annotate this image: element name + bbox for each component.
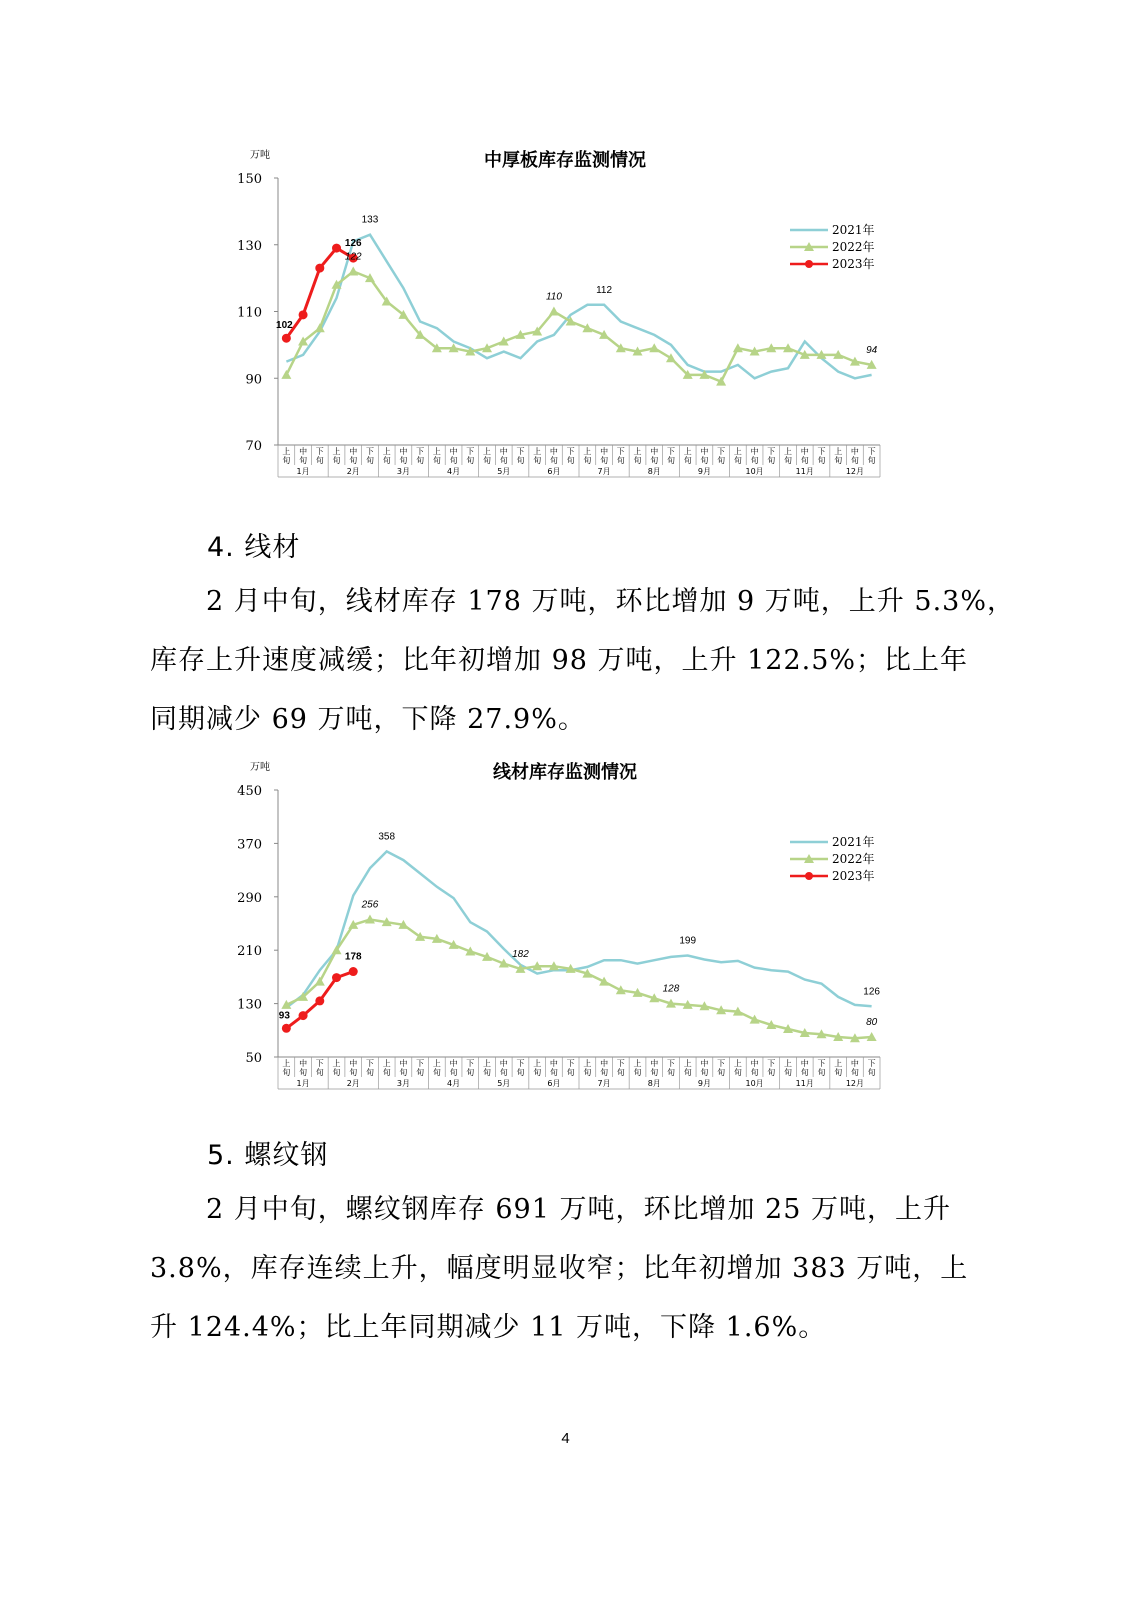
x-sub-label-bottom: 旬 [683,1068,692,1077]
paragraph-line: 同期减少 69 万吨，下降 27.9%。 [150,704,586,735]
legend-label: 2021年 [832,835,875,849]
series-point-triangle [549,307,559,316]
section-paragraph-rebar [150,1180,990,1357]
x-sub-label-top: 上 [834,447,843,456]
paragraph-line: 库存上升速度减缓；比年初增加 98 万吨，上升 122.5%；比上年 [150,645,969,676]
x-sub-label-top: 下 [616,447,625,456]
data-label: 133 [361,214,379,226]
x-month-label: 4月 [447,1079,461,1088]
x-sub-label-bottom: 旬 [666,456,675,465]
x-sub-label-top: 下 [416,1059,425,1068]
x-sub-label-top: 中 [399,447,408,456]
x-sub-label-bottom: 旬 [416,456,425,465]
x-month-label: 8月 [647,467,661,476]
x-month-label: 2月 [346,467,360,476]
x-sub-label-top: 中 [499,447,508,456]
x-sub-label-top: 上 [583,447,592,456]
x-month-label: 11月 [795,1079,814,1088]
data-label: 102 [276,320,293,332]
x-sub-label-top: 中 [700,1059,709,1068]
x-sub-label-bottom: 旬 [399,1068,408,1077]
series-point-circle [299,310,308,319]
x-sub-label-top: 上 [784,447,793,456]
x-sub-label-top: 中 [399,1059,408,1068]
x-sub-label-bottom: 旬 [784,456,793,465]
x-sub-label-top: 上 [633,447,642,456]
x-sub-label-top: 下 [365,1059,374,1068]
data-label: 93 [278,1010,290,1022]
x-sub-label-top: 下 [416,447,425,456]
x-sub-label-bottom: 旬 [299,1068,308,1077]
x-sub-label-bottom: 旬 [700,1068,709,1077]
x-sub-label-top: 上 [282,447,291,456]
x-sub-label-top: 下 [867,447,876,456]
x-sub-label-top: 下 [516,447,525,456]
section-heading-rebar: 5. 螺纹钢 [207,1140,329,1171]
x-sub-label-top: 下 [566,1059,575,1068]
x-sub-label-top: 上 [784,1059,793,1068]
x-sub-label-top: 中 [850,447,859,456]
series-point-circle [299,1011,308,1020]
data-label: 256 [361,899,379,911]
x-sub-label-bottom: 旬 [382,456,391,465]
x-sub-label-top: 中 [299,447,308,456]
x-sub-label-bottom: 旬 [566,456,575,465]
x-sub-label-bottom: 旬 [299,456,308,465]
x-sub-label-top: 中 [299,1059,308,1068]
x-sub-label-bottom: 旬 [516,456,525,465]
x-sub-label-top: 下 [566,447,575,456]
data-label: 128 [662,983,680,995]
x-sub-label-bottom: 旬 [466,456,475,465]
x-sub-label-top: 上 [733,447,742,456]
x-sub-label-top: 下 [315,447,324,456]
x-sub-label-bottom: 旬 [583,456,592,465]
x-sub-label-top: 下 [767,447,776,456]
y-tick-label: 210 [237,944,262,960]
legend-label: 2023年 [832,869,875,883]
x-sub-label-bottom: 旬 [750,456,759,465]
x-sub-label-bottom: 旬 [449,1068,458,1077]
x-month-label: 9月 [697,1079,711,1088]
y-tick-label: 90 [245,372,262,388]
x-month-label: 6月 [547,467,561,476]
x-sub-label-bottom: 旬 [633,1068,642,1077]
x-month-label: 11月 [795,467,814,476]
x-sub-label-bottom: 旬 [449,456,458,465]
series-point-circle [332,244,341,253]
page-number: 4 [561,1430,570,1447]
x-sub-label-top: 下 [767,1059,776,1068]
x-sub-label-bottom: 旬 [315,456,324,465]
series-point-circle [282,1024,291,1033]
x-sub-label-bottom: 旬 [483,456,492,465]
data-label: 110 [545,291,562,303]
series-point-triangle [315,977,325,986]
series-point-triangle [666,353,676,362]
x-sub-label-bottom: 旬 [399,456,408,465]
x-sub-label-bottom: 旬 [834,456,843,465]
x-sub-label-bottom: 旬 [733,456,742,465]
x-sub-label-top: 上 [483,447,492,456]
x-sub-label-bottom: 旬 [817,456,826,465]
y-tick-label: 150 [237,172,262,187]
x-sub-label-bottom: 旬 [683,456,692,465]
x-sub-label-top: 下 [717,1059,726,1068]
paragraph-line: 升 124.4%；比上年同期减少 11 万吨，下降 1.6%。 [150,1312,827,1343]
x-sub-label-bottom: 旬 [382,1068,391,1077]
series-point-circle [332,973,341,982]
x-sub-label-bottom: 旬 [733,1068,742,1077]
x-sub-label-bottom: 旬 [365,1068,374,1077]
x-sub-label-top: 中 [449,1059,458,1068]
x-sub-label-top: 中 [600,447,609,456]
x-sub-label-top: 上 [683,447,692,456]
x-sub-label-bottom: 旬 [784,1068,793,1077]
x-month-label: 5月 [497,1079,511,1088]
x-sub-label-top: 中 [650,1059,659,1068]
data-label: 126 [344,238,362,250]
x-sub-label-bottom: 旬 [717,456,726,465]
x-sub-label-bottom: 旬 [834,1068,843,1077]
x-sub-label-bottom: 旬 [767,1068,776,1077]
x-sub-label-top: 中 [800,1059,809,1068]
x-sub-label-top: 中 [449,447,458,456]
x-sub-label-bottom: 旬 [600,1068,609,1077]
x-sub-label-bottom: 旬 [850,1068,859,1077]
x-month-label: 7月 [597,467,611,476]
x-sub-label-top: 中 [750,447,759,456]
series-point-triangle [348,266,358,275]
x-sub-label-top: 上 [432,1059,441,1068]
x-sub-label-top: 中 [700,447,709,456]
y-tick-label: 110 [237,305,262,321]
data-label: 80 [866,1016,878,1028]
x-month-label: 7月 [597,1079,611,1088]
x-sub-label-bottom: 旬 [466,1068,475,1077]
x-sub-label-bottom: 旬 [349,456,358,465]
x-month-label: 2月 [346,1079,360,1088]
y-tick-label: 450 [237,784,262,799]
y-tick-label: 50 [245,1051,262,1066]
data-label: 199 [679,935,697,947]
legend-label: 2023年 [832,257,875,271]
x-sub-label-top: 上 [332,447,341,456]
x-sub-label-bottom: 旬 [432,1068,441,1077]
x-sub-label-bottom: 旬 [750,1068,759,1077]
x-sub-label-top: 上 [332,1059,341,1068]
x-month-label: 9月 [697,467,711,476]
series-point-triangle [281,370,291,379]
y-tick-label: 370 [237,837,262,853]
series-line-2 [286,271,871,381]
x-sub-label-bottom: 旬 [666,1068,675,1077]
x-sub-label-top: 下 [817,447,826,456]
x-sub-label-top: 下 [616,1059,625,1068]
series-point-circle [349,967,358,976]
data-label: 182 [512,948,529,960]
unit-label: 万吨 [250,150,270,161]
x-sub-label-top: 下 [817,1059,826,1068]
legend-marker [805,872,813,880]
x-sub-label-bottom: 旬 [817,1068,826,1077]
x-sub-label-top: 下 [466,447,475,456]
x-sub-label-bottom: 旬 [867,456,876,465]
section-paragraph-wire-rod [150,572,1015,749]
x-sub-label-top: 下 [365,447,374,456]
x-sub-label-bottom: 旬 [800,456,809,465]
x-sub-label-top: 上 [483,1059,492,1068]
x-sub-label-top: 中 [499,1059,508,1068]
chart-title: 线材库存监测情况 [493,762,637,783]
x-sub-label-bottom: 旬 [315,1068,324,1077]
x-sub-label-bottom: 旬 [867,1068,876,1077]
x-sub-label-top: 上 [533,447,542,456]
wire-rod-inventory-chart [230,752,900,1097]
paragraph-line: 2 月中旬，螺纹钢库存 691 万吨，环比增加 25 万吨，上升 [206,1194,951,1225]
x-sub-label-bottom: 旬 [349,1068,358,1077]
x-sub-label-top: 下 [867,1059,876,1068]
x-sub-label-bottom: 旬 [600,456,609,465]
x-sub-label-top: 中 [750,1059,759,1068]
x-sub-label-bottom: 旬 [499,1068,508,1077]
legend-label: 2022年 [832,852,875,866]
x-sub-label-top: 上 [834,1059,843,1068]
series-point-circle [315,264,324,273]
x-sub-label-top: 中 [650,447,659,456]
x-month-label: 6月 [547,1079,561,1088]
x-sub-label-top: 下 [516,1059,525,1068]
paragraph-line: 3.8%，库存连续上升，幅度明显收窄；比年初增加 383 万吨，上 [150,1253,969,1284]
x-month-label: 3月 [396,467,410,476]
paragraph-line: 2 月中旬，线材库存 178 万吨，环比增加 9 万吨，上升 5.3%， [206,586,1015,617]
x-sub-label-bottom: 旬 [633,456,642,465]
x-sub-label-bottom: 旬 [432,456,441,465]
x-sub-label-bottom: 旬 [616,1068,625,1077]
x-sub-label-top: 中 [600,1059,609,1068]
x-sub-label-bottom: 旬 [483,1068,492,1077]
y-tick-label: 130 [237,238,262,254]
series-point-circle [315,996,324,1005]
x-sub-label-bottom: 旬 [717,1068,726,1077]
x-month-label: 3月 [396,1079,410,1088]
x-sub-label-bottom: 旬 [650,1068,659,1077]
series-line-1 [286,235,871,379]
section-heading-wire-rod: 4. 线材 [207,532,301,563]
x-sub-label-top: 上 [733,1059,742,1068]
x-sub-label-bottom: 旬 [566,1068,575,1077]
x-sub-label-bottom: 旬 [800,1068,809,1077]
x-sub-label-bottom: 旬 [616,456,625,465]
x-sub-label-bottom: 旬 [332,1068,341,1077]
x-sub-label-bottom: 旬 [533,456,542,465]
data-label: 178 [344,951,362,963]
x-sub-label-top: 上 [382,447,391,456]
x-sub-label-top: 上 [583,1059,592,1068]
x-month-label: 4月 [447,467,461,476]
x-sub-label-top: 上 [533,1059,542,1068]
x-month-label: 12月 [845,1079,865,1088]
x-sub-label-bottom: 旬 [533,1068,542,1077]
data-label: 94 [866,344,878,356]
data-label: 122 [344,251,362,263]
x-sub-label-top: 上 [282,1059,291,1068]
x-sub-label-bottom: 旬 [282,456,291,465]
x-sub-label-top: 上 [633,1059,642,1068]
x-month-label: 12月 [845,467,865,476]
x-sub-label-top: 下 [466,1059,475,1068]
x-sub-label-top: 上 [382,1059,391,1068]
y-tick-label: 70 [245,439,262,454]
legend-label: 2022年 [832,240,875,254]
x-sub-label-bottom: 旬 [700,456,709,465]
x-sub-label-bottom: 旬 [416,1068,425,1077]
x-sub-label-bottom: 旬 [365,456,374,465]
x-sub-label-top: 中 [349,447,358,456]
x-sub-label-bottom: 旬 [850,456,859,465]
x-sub-label-bottom: 旬 [650,456,659,465]
series-point-circle [282,334,291,343]
x-sub-label-top: 中 [349,1059,358,1068]
x-sub-label-top: 下 [666,1059,675,1068]
series-line-1 [286,851,871,1007]
x-sub-label-bottom: 旬 [767,456,776,465]
wire-rod-inventory-chart-svg [230,752,900,1097]
x-month-label: 8月 [647,1079,661,1088]
x-sub-label-bottom: 旬 [549,456,558,465]
x-sub-label-bottom: 旬 [549,1068,558,1077]
data-label: 112 [596,284,613,296]
unit-label: 万吨 [250,762,270,773]
y-tick-label: 130 [237,997,262,1013]
x-month-label: 5月 [497,467,511,476]
x-month-label: 1月 [296,467,310,476]
x-sub-label-bottom: 旬 [499,456,508,465]
x-month-label: 10月 [745,1079,764,1088]
plate-inventory-chart [230,140,900,485]
x-sub-label-top: 下 [717,447,726,456]
x-sub-label-top: 上 [432,447,441,456]
x-sub-label-top: 中 [850,1059,859,1068]
x-sub-label-top: 下 [666,447,675,456]
x-sub-label-top: 下 [315,1059,324,1068]
y-tick-label: 290 [237,890,262,906]
chart-title: 中厚板库存监测情况 [484,150,646,171]
x-sub-label-bottom: 旬 [332,456,341,465]
x-month-label: 10月 [745,467,764,476]
plate-inventory-chart-svg [230,140,900,485]
series-line-2 [286,920,871,1039]
x-sub-label-top: 中 [800,447,809,456]
legend-label: 2021年 [832,223,875,237]
data-label: 126 [863,986,880,998]
data-label: 358 [378,831,396,843]
x-sub-label-top: 中 [549,1059,558,1068]
x-month-label: 1月 [296,1079,310,1088]
x-sub-label-top: 上 [683,1059,692,1068]
x-sub-label-bottom: 旬 [282,1068,291,1077]
x-sub-label-top: 中 [549,447,558,456]
x-sub-label-bottom: 旬 [516,1068,525,1077]
legend-marker [805,260,813,268]
x-sub-label-bottom: 旬 [583,1068,592,1077]
